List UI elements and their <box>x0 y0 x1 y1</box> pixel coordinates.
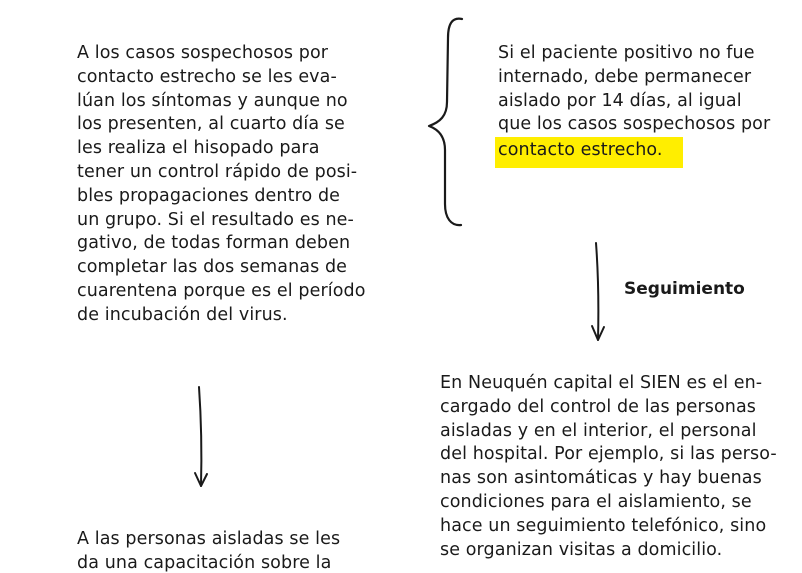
text-line: del hospital. Por ejemplo, si las perso- <box>440 444 777 465</box>
text-line: hace un seguimiento telefónico, sino <box>440 515 767 536</box>
text-line: aislado por 14 días, al igual <box>498 90 742 111</box>
paragraph-positive-patient <box>498 42 770 168</box>
label-seguimiento: Seguimiento <box>624 279 745 299</box>
paragraph-suspected-cases <box>77 42 366 328</box>
text-line: lúan los síntomas y aunque no <box>77 90 348 111</box>
text-line: A los casos sospechosos por <box>77 43 329 63</box>
arrow-down-icon <box>188 384 218 492</box>
text-line: contacto estrecho se les eva- <box>77 66 337 87</box>
text-line: gativo, de todas forman deben <box>77 233 351 254</box>
text-line: de incubación del virus. <box>77 304 288 325</box>
arrow-down-icon <box>584 240 614 346</box>
curly-brace <box>420 14 470 230</box>
text-line: condiciones para el aislamiento, se <box>440 491 752 512</box>
text-line: nas son asintomáticas y hay buenas <box>440 468 762 489</box>
text-line: les realiza el hisopado para <box>77 138 320 159</box>
text-line: los presenten, al cuarto día se <box>77 114 345 135</box>
text-line: completar las dos semanas de <box>77 257 348 278</box>
text-line: cuarentena porque es el período <box>77 280 366 301</box>
highlighted-text: contacto estrecho. <box>495 137 683 168</box>
text-line: un grupo. Si el resultado es ne- <box>77 209 354 230</box>
text-line: se organizan visitas a domicilio. <box>440 539 723 560</box>
text-line: cargado del control de las personas <box>440 396 756 417</box>
paragraph-monitoring <box>440 372 777 562</box>
highlighted-line <box>498 137 770 168</box>
text-line: A las personas aisladas se les <box>77 529 341 549</box>
text-line: En Neuquén capital el SIEN es el en- <box>440 373 763 393</box>
text-line: aisladas y en el interior, el personal <box>440 420 757 441</box>
text-line: internado, debe permanecer <box>498 66 752 87</box>
text-line: bles propagaciones dentro de <box>77 185 341 206</box>
text-line: Si el paciente positivo no fue <box>498 43 755 63</box>
text-line: tener un control rápido de posi- <box>77 161 358 182</box>
text-line: da una capacitación sobre la <box>77 552 332 573</box>
text-line: que los casos sospechosos por <box>498 114 771 135</box>
paragraph-isolated-training <box>77 528 340 573</box>
